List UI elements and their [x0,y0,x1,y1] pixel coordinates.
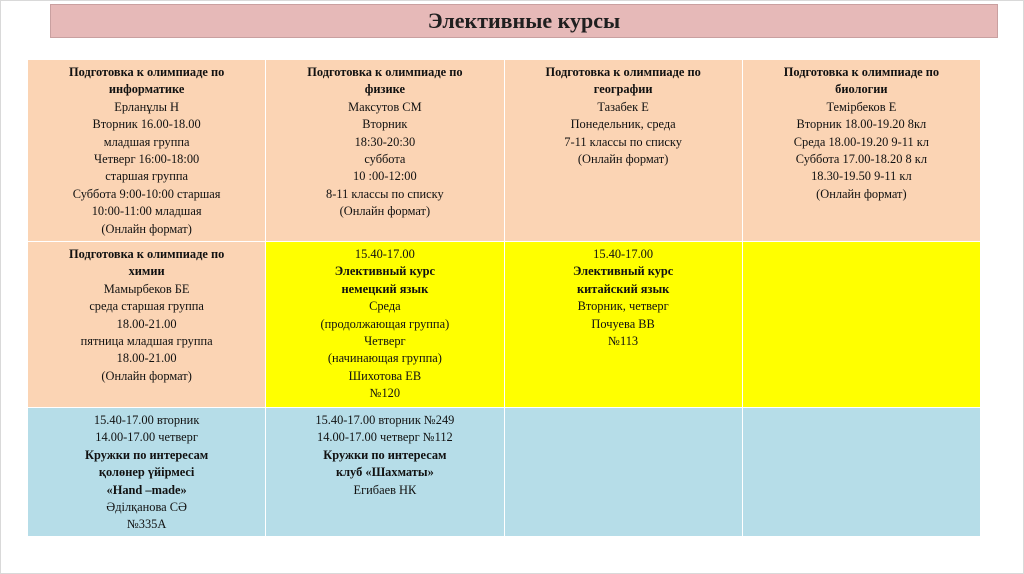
cell-informatics [28,60,266,242]
cell-chess [266,408,504,537]
cell-line: Вторник 18.00-19.20 8кл [796,117,927,132]
cell-heading: немецкий язык [341,281,429,296]
cell-heading: Подготовка к олимпиаде по [307,65,463,79]
cell-time: 15.40-17.00 [354,247,415,261]
cell-line: Әділқанова СӘ [106,500,187,515]
cell-physics [266,60,504,242]
table-row [28,60,981,242]
cell-time: 15.40-17.00 вторник [93,413,200,427]
cell-empty [504,408,742,537]
cell-line: Четверг 16:00-18:00 [94,152,200,167]
cell-line: Егибаев НК [353,482,417,497]
cell-heading: клуб «Шахматы» [335,465,434,480]
cell-line: пятница младшая группа [80,334,213,349]
cell-line: 18.00-21.00 [116,351,177,366]
cell-heading: химии [128,264,165,279]
cell-line: Среда [369,299,401,314]
cell-line: Четверг [364,334,406,349]
cell-line: Вторник [362,117,408,132]
cell-line: 18.00-21.00 [116,316,177,331]
cell-line: Суббота 9:00-10:00 старшая [72,186,221,201]
cell-handmade [28,408,266,537]
cell-line: Среда 18.00-19.20 9-11 кл [793,134,929,149]
cell-line: (Онлайн формат) [339,204,431,219]
page-title: Элективные курсы [427,8,621,33]
cell-line: (начинающая группа) [327,351,442,366]
cell-line: 18.30-19.50 9-11 кл [811,169,912,184]
cell-line: (Онлайн формат) [577,152,669,167]
cell-line: Тазабек Е [597,99,649,114]
cell-line: 10 :00-12:00 [353,169,417,184]
cell-time: 14.00-17.00 четверг №112 [317,430,453,445]
title-bar [50,4,998,38]
cell-heading: Подготовка к олимпиаде по [545,65,701,79]
cell-line: №335А [126,517,167,532]
cell-line: 7-11 классы по списку [564,134,682,149]
cell-heading: физике [364,82,405,97]
cell-line: старшая группа [105,169,188,184]
table-row [28,408,981,537]
cell-line: (продолжающая группа) [320,316,450,331]
cell-biology [742,60,980,242]
cell-line: 10:00-11:00 младшая [91,204,202,219]
cell-heading: биологии [835,82,888,97]
cell-heading: информатике [108,82,185,97]
cell-line: среда старшая группа [89,299,204,314]
cell-heading: географии [593,82,653,97]
cell-line: Вторник 16.00-18.00 [92,117,201,132]
cell-time: 15.40-17.00 [593,247,654,261]
cell-line: Вторник, четверг [577,299,669,314]
cell-line: Темірбеков Е [826,99,897,114]
cell-heading: «Hand –made» [106,482,187,497]
cell-line: Почуева ВВ [591,316,655,331]
cell-chemistry [28,242,266,408]
cell-german [266,242,504,408]
cell-line: младшая группа [103,134,190,149]
cell-heading: Подготовка к олимпиаде по [783,65,940,79]
cell-heading: қолөнер үйірмесі [98,465,195,480]
cell-heading: Подготовка к олимпиаде по [68,65,225,79]
cell-heading: Кружки по интересам [85,447,209,462]
cell-heading: Элективный курс [572,264,674,279]
cell-empty [742,408,980,537]
cell-heading: Подготовка к олимпиаде по [68,247,225,261]
cell-line: Максутов СМ [348,99,422,114]
cell-line: Шихотова ЕВ [348,368,422,383]
cell-heading: Элективный курс [334,264,436,279]
schedule-table [27,59,981,537]
table-row [28,242,981,408]
cell-chinese [504,242,742,408]
cell-line: Суббота 17.00-18.20 8 кл [795,152,928,167]
cell-line: Мамырбеков БЕ [103,281,190,296]
cell-line: Понедельник, среда [570,117,676,132]
cell-line: (Онлайн формат) [101,368,192,383]
cell-heading: китайский язык [576,281,670,296]
cell-line: №113 [608,334,639,349]
cell-heading: Кружки по интересам [323,447,447,462]
cell-line: 8-11 классы по списку [326,186,444,201]
cell-geography [504,60,742,242]
cell-time: 15.40-17.00 вторник №249 [315,413,455,427]
cell-line: №120 [369,386,401,401]
cell-line: (Онлайн формат) [816,186,907,201]
cell-empty [742,242,980,408]
cell-line: суббота [364,152,406,167]
cell-time: 14.00-17.00 четверг [95,430,198,445]
cell-line: (Онлайн формат) [101,221,192,236]
cell-line: 18:30-20:30 [354,134,416,149]
cell-line: Ерланұлы Н [114,99,179,114]
